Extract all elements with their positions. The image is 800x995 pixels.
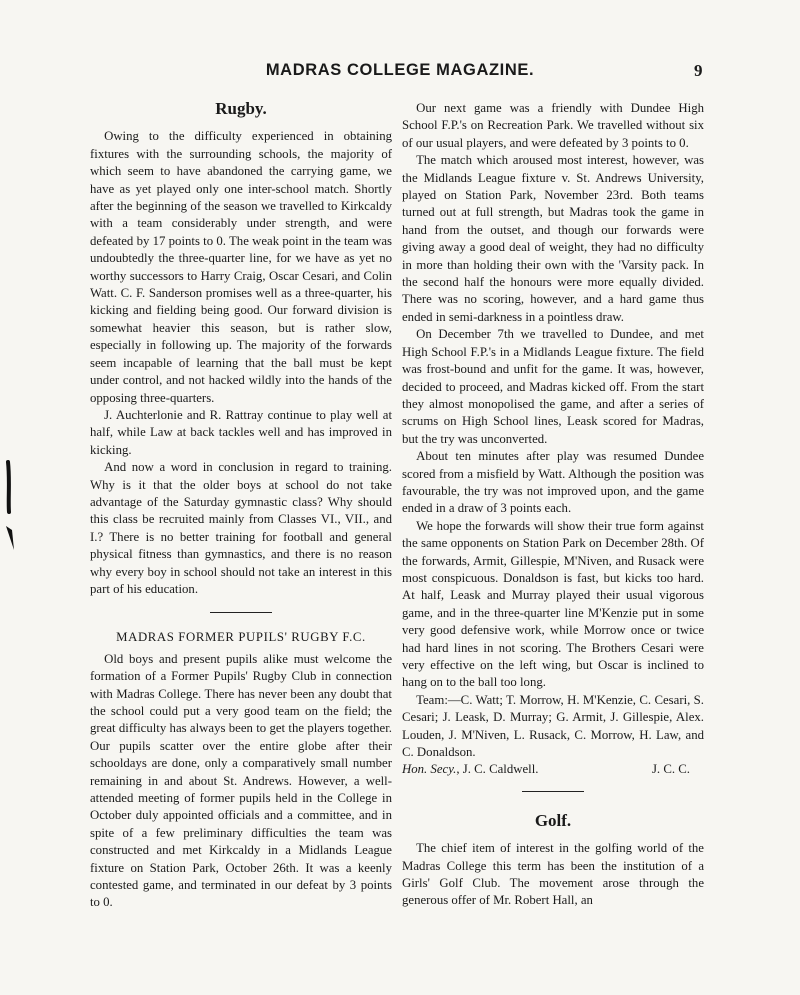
running-head: MADRAS COLLEGE MAGAZINE.: [265, 61, 535, 79]
former-pupils-paragraph: On December 7th we travelled to Dundee, and met High School F.P.'s in a Midlands League fixture. The field was frost-bound and unfit for the game. It was, however, decided to proceed, and Madras kicked off. From the start they almost monopolised the game, and after a series of scrums on High School lines, Leask scored for Madras, but the try was unconverted.: [402, 327, 704, 446]
former-pupils-paragraph: Our next game was a friendly with Dundee High School F.P.'s on Recreation Park. We travelled without six of our usual players, and were defeated by 3 points to 0.: [402, 101, 704, 150]
former-pupils-paragraph: Old boys and present pupils alike must welcome the formation of a Former Pupils' Rugby Club in connection with Madras College. There has never been any doubt that the school could put a very good team on the field; the great difficulty has always been to get the players together. Our pupils scatter over the entire globe after their schooldays are done, only a comparatively small number remaining in and about St. Andrews. However, a well-attended meeting of former pupils held in the College in October duly appointed officials and a committee, and in spite of a few preliminary difficulties the team was constructed and met Kirkcaldy in a Midlands League fixture on Station Park, October 26th. It was a keenly contested game, and terminated in our defeat by 3 points to 0.: [90, 651, 392, 910]
secretary-name: , J. C. Caldwell.: [456, 762, 539, 777]
former-pupils-paragraph: The match which aroused most interest, however, was the Midlands League fixture v. St. Andrews University, played on Station Park, November 23rd. Both teams turned out at full strength, but Madras took the game in hand from the outset, and though our forwards were giving away a good deal of weight, they had no difficulty in more than holding their own with the 'Varsity pack. In the second half the honours were more equally divided. There was no scoring, however, and a hard game thus ended in semi-darkness in a pointless draw.: [402, 153, 704, 324]
rugby-paragraph: J. Auchterlonie and R. Rattray continue to play well at half, while Law at back tackles well and has improved in kicking.: [90, 407, 392, 457]
page-number: 9: [694, 61, 703, 80]
signature-line: [402, 761, 704, 778]
former-pupils-heading: MADRAS FORMER PUPILS' RUGBY F.C.: [116, 630, 366, 645]
secretary-label: Hon. Secy.: [402, 762, 457, 777]
former-pupils-paragraph: About ten minutes after play was resumed Dundee scored from a misfield by Watt. Although the position was favourable, the try was not improved upon, and the game ended in a draw of 3 points each.: [402, 449, 704, 516]
right-column: [402, 100, 704, 910]
rugby-paragraph: And now a word in conclusion in regard to training. Why is it that the older boys at school do not take advantage of the Saturday gymnastic class? Why should this class be recruited mainly from Classes VI., VII., and I.? There is no better training for football and general physical fitness than gymnastics, and there is no reason why every boy in school should not take an interest in this part of his education.: [90, 460, 392, 596]
left-column: [90, 100, 392, 912]
golf-paragraph: The chief item of interest in the golfing world of the Madras College this term has been the institution of a Girls' Golf Club. The movement arose through the generous offer of Mr. Robert Hall, an: [402, 841, 704, 908]
rugby-title: Rugby.: [215, 99, 267, 118]
margin-binding-mark: [0, 460, 22, 555]
golf-title: Golf.: [534, 810, 572, 830]
former-pupils-paragraph: We hope the forwards will show their true form against the same opponents on Station Park on December 28th. Of the forwards, Armit, Gillespie, M'Niven, and Rusack were most conspicuous. Donaldson is fast, but kicks too hard. At half, Leask and Murray played their usual vigorous game, and in the three-quarter line M'Kenzie put in some very good defensive work, while Morrow once or twice had hard lines in not scoring. The Brothers Cesari were very effective on the left wing, but Oscar is inclined to hang on to the ball too long.: [402, 518, 704, 690]
rugby-paragraph: Owing to the difficulty experienced in obtaining fixtures with the surrounding schools, the majority of which seem to have abandoned the carrying game, we have as yet played only one inter-school match. Shortly after the beginning of the season we travelled to Kirkcaldy with a team considerably under strength, and were defeated by 17 points to 0. The weak point in the team was undoubtedly the three-quarter line, for we have as yet no worthy successors to Harry Craig, Oscar Cesari, and Colin Watt. C. F. Sanderson promises well as a three-quarter, his kicking and fielding being good. Our forward division is somewhat heavier this season, but is rather slow, especially in following up. The majority of the forwards seem incapable of learning that the ball must be kept under control, and not hacked wildly into the hands of the opposing three-quarters.: [90, 129, 392, 405]
author-initials: J. C. C.: [651, 762, 690, 777]
section-divider: [210, 612, 272, 613]
section-divider: [522, 791, 584, 792]
team-list: Team:—C. Watt; T. Morrow, H. M'Kenzie, C. Cesari, S. Cesari; J. Leask, D. Murray; G. Armit, J. Gillespie, Alex. Louden, J. M'Niven, L. Rusack, C. Morrow, H. Law, and C. Donaldson.: [402, 692, 704, 760]
